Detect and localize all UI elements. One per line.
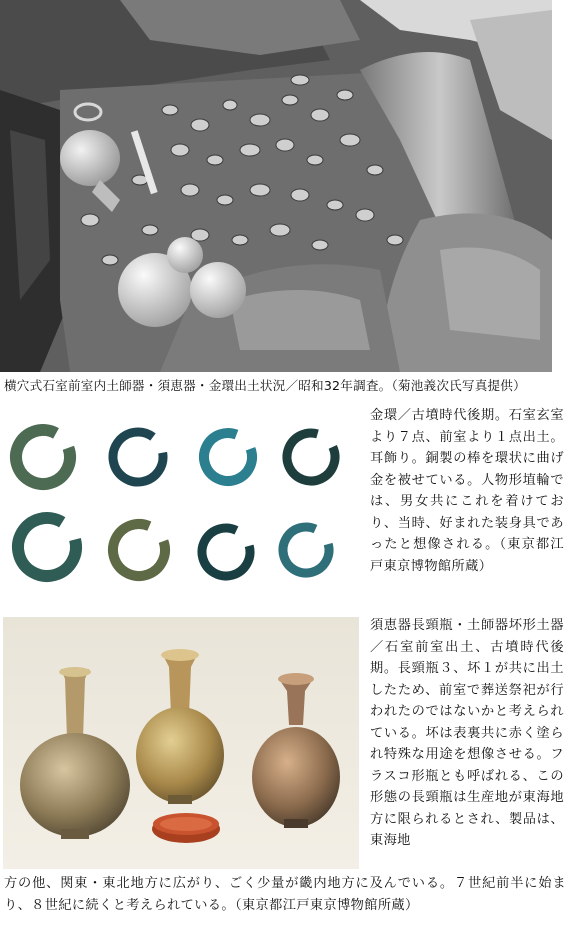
- excavation-photo: [0, 0, 552, 372]
- photo-caption: 横穴式石室前室内土師器・須恵器・金環出土状況／昭和32年調査。（菊池義次氏写真提供）: [4, 378, 526, 393]
- gold-rings-description: 金環／古墳時代後期。石室玄室より７点、前室より１点出土。耳飾り。銅製の棒を環状に曲げ金を被せている。人物形埴輪では、男女共にこれを着けており、当時、好まれた装身具であったと想像される。（東京都江戸東京博物館所蔵）: [370, 408, 564, 574]
- vessels-photo: [3, 617, 359, 869]
- red-cup: [152, 813, 220, 843]
- earring-icon: [197, 523, 256, 582]
- vessels-description: 須恵器長頸瓶・土師器坏形土器／石室前室出土、古墳時代後期。長頸瓶３、坏１が共に出土したため、前室で葬送祭祀が行われたのではないかと考えられている。坏は表裏共に赤く塗られ特殊な用途を想像させる。フラスコ形瓶とも呼ばれる、この形態の長頸瓶は生産地が東海地方に限られるとされ、製品は、東海地: [370, 618, 564, 848]
- earring-icon: [109, 428, 167, 486]
- earring-icon: [278, 522, 334, 578]
- earring-icon: [106, 517, 173, 584]
- earring-icon: [197, 426, 259, 488]
- gold-rings-photo: [0, 402, 360, 608]
- vessels-description-continued: 方の他、関東・東北地方に広がり、ごく少量が畿内地方に及んでいる。７世紀前半に始まり、８世紀に続くと考えられている。（東京都江戸東京博物館所蔵）: [4, 876, 566, 913]
- earring-icon: [8, 422, 77, 491]
- earring-icon: [11, 511, 82, 582]
- earring-icon: [279, 425, 343, 489]
